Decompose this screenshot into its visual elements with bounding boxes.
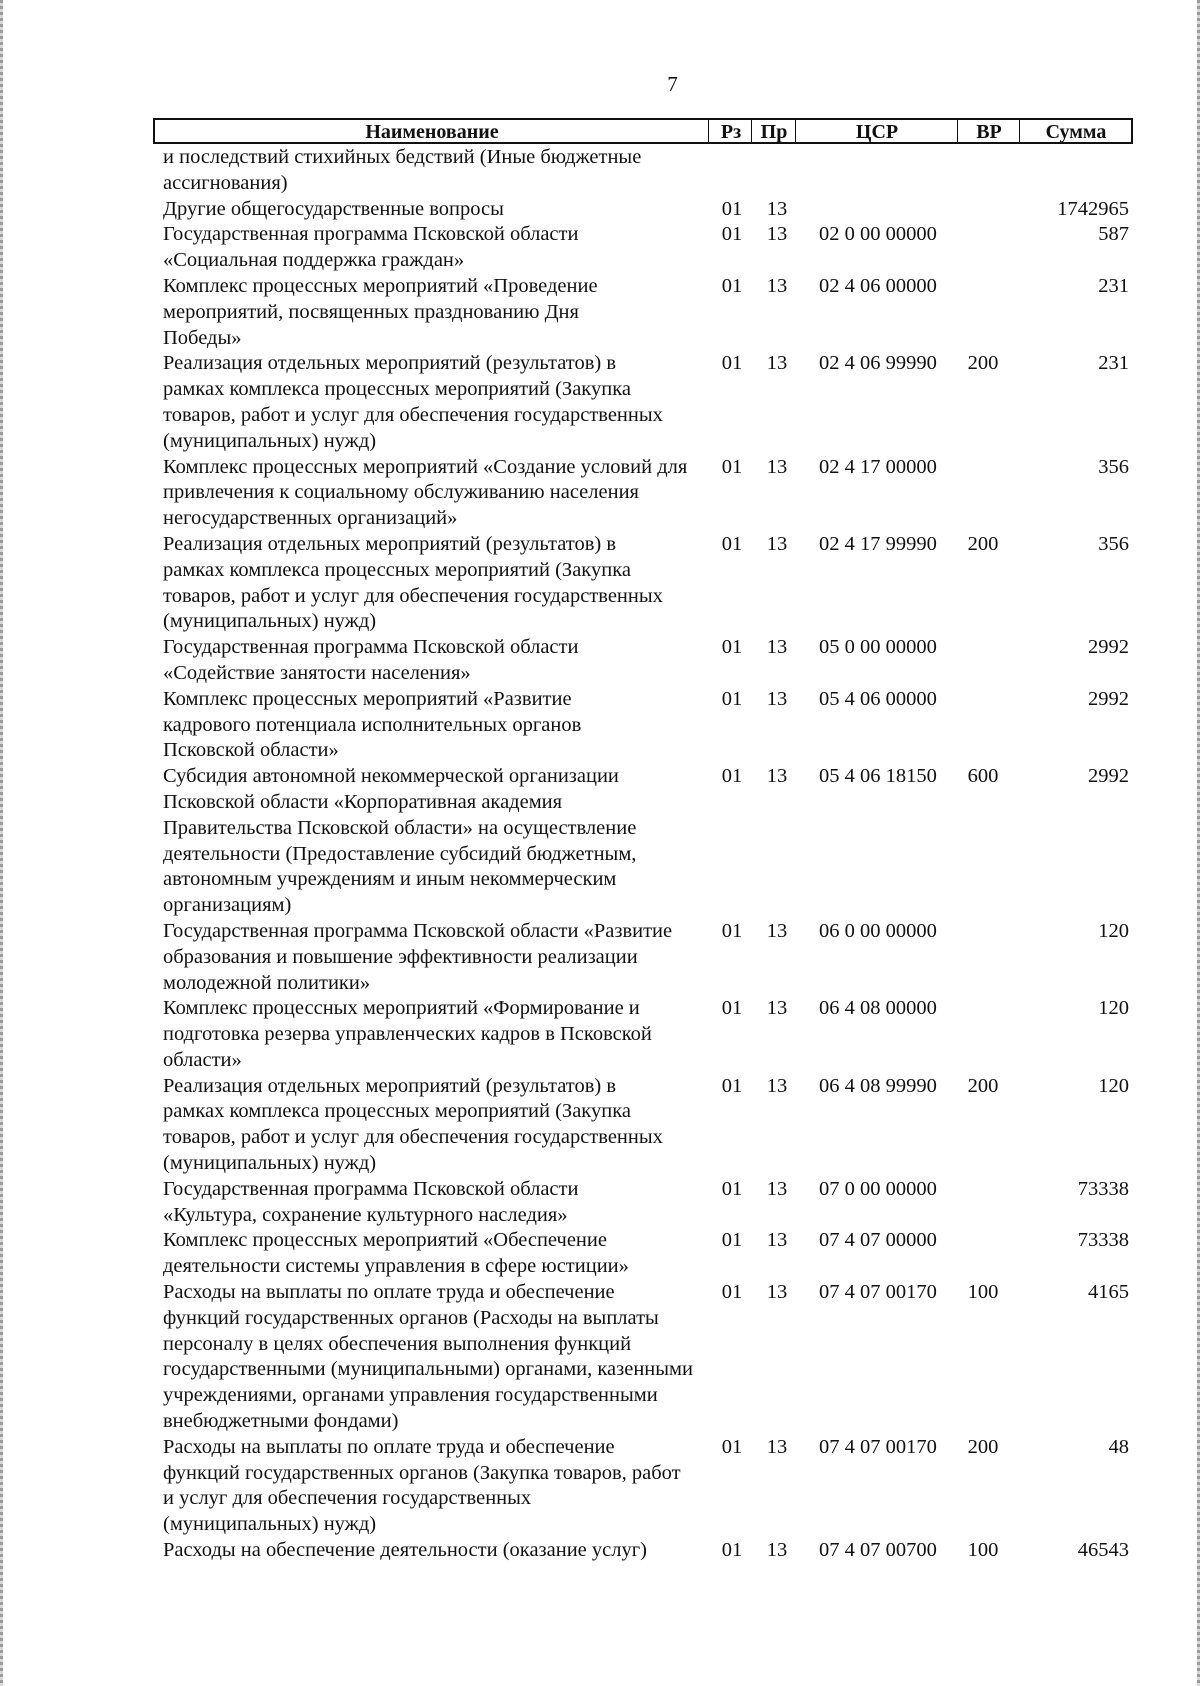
cell-sum: 1742965 xyxy=(1057,197,1129,220)
cell-sum: 73338 xyxy=(1077,1229,1129,1252)
cell-name: Реализация отдельных мероприятий (результатов) в рамках комплекса процессных мероприятий (Закупка товаров, работ и услуг для обеспечения государственных (муниципальных) нужд) xyxy=(163,352,663,452)
table-row xyxy=(163,145,1133,197)
header-divider xyxy=(751,120,752,142)
cell-vr: 200 xyxy=(967,1074,999,1097)
cell-pr: 13 xyxy=(766,352,788,375)
cell-name: Государственная программа Псковской области «Развитие образования и повышение эффективности реализации молодежной политики» xyxy=(163,919,673,994)
cell-rz xyxy=(669,145,715,197)
table-row xyxy=(163,351,1133,454)
cell-sum: 356 xyxy=(1098,532,1129,555)
cell-vr xyxy=(953,919,1013,996)
cell-rz: 01 xyxy=(721,274,743,297)
cell-name: Расходы на выплаты по оплате труда и обеспечение функций государственных органов (Закупка товаров, работ и услуг для обеспечения государственных (муниципальных) нужд) xyxy=(163,1435,681,1536)
cell-pr: 13 xyxy=(766,636,788,659)
cell-rz: 01 xyxy=(721,919,743,942)
cell-sum: 231 xyxy=(1098,352,1129,375)
cell-vr: 200 xyxy=(967,532,999,555)
cell-sum: 356 xyxy=(1098,455,1129,478)
cell-csr: 06 4 08 00000 xyxy=(819,997,937,1020)
cell-vr xyxy=(953,687,1013,764)
cell-rz: 01 xyxy=(721,1177,743,1200)
cell-sum: 48 xyxy=(1108,1435,1129,1458)
cell-pr: 13 xyxy=(766,532,788,555)
scan-edge-left xyxy=(0,0,3,1686)
table-row xyxy=(163,764,1133,919)
cell-name: Расходы на выплаты по оплате труда и обеспечение функций государственных органов (Расходы на выплаты персоналу в целях обеспечения выполнения функций государственными (муниципальными) органами, казенными учреждениями, органами управления государственными внебюджетными фондами) xyxy=(163,1281,693,1433)
cell-rz: 01 xyxy=(721,197,743,220)
cell-csr: 02 4 17 99990 xyxy=(819,532,937,555)
cell-rz: 01 xyxy=(721,455,743,478)
cell-name: Расходы на обеспечение деятельности (оказание услуг) xyxy=(163,1539,647,1562)
cell-rz: 01 xyxy=(721,352,743,375)
table-header xyxy=(153,118,1133,144)
header-rz: Рз xyxy=(720,121,742,143)
cell-pr: 13 xyxy=(766,1435,788,1458)
cell-rz: 01 xyxy=(721,687,743,710)
table-row xyxy=(163,1435,1133,1538)
cell-sum: 73338 xyxy=(1077,1177,1129,1200)
table-row xyxy=(163,635,1133,687)
table-row xyxy=(163,455,1133,532)
cell-rz: 01 xyxy=(721,1539,743,1562)
cell-csr: 07 4 07 00700 xyxy=(819,1539,937,1562)
cell-pr: 13 xyxy=(766,1281,788,1304)
cell-name: и последствий стихийных бедствий (Иные бюджетные ассигнования) xyxy=(163,146,642,194)
cell-pr: 13 xyxy=(766,223,788,246)
cell-csr xyxy=(799,197,953,223)
cell-vr: 200 xyxy=(967,352,999,375)
table-row xyxy=(163,1280,1133,1435)
cell-csr: 06 4 08 99990 xyxy=(819,1074,937,1097)
cell-pr: 13 xyxy=(766,919,788,942)
cell-csr xyxy=(759,145,913,197)
cell-vr xyxy=(913,145,973,197)
cell-name: Государственная программа Псковской области «Культура, сохранение культурного наследия» xyxy=(163,1177,579,1226)
table-row xyxy=(163,274,1133,351)
cell-name: Государственная программа Псковской области «Социальная поддержка граждан» xyxy=(163,223,579,272)
header-name: Наименование xyxy=(365,121,499,143)
table-body xyxy=(163,145,1133,1564)
cell-pr xyxy=(715,145,759,197)
cell-vr: 100 xyxy=(967,1281,999,1304)
header-vr: ВР xyxy=(976,121,1002,143)
cell-name: Комплекс процессных мероприятий «Развитие кадрового потенциала исполнительных органов Псковской области» xyxy=(163,687,582,762)
cell-name: Комплекс процессных мероприятий «Проведение мероприятий, посвященных празднованию Дня Победы» xyxy=(163,274,598,349)
cell-csr: 02 0 00 00000 xyxy=(819,223,937,246)
cell-vr: 200 xyxy=(967,1435,999,1458)
cell-csr: 05 4 06 18150 xyxy=(819,765,937,788)
cell-vr xyxy=(953,996,1013,1073)
cell-pr: 13 xyxy=(766,1229,788,1252)
header-sum: Сумма xyxy=(1045,121,1107,143)
cell-rz: 01 xyxy=(721,1435,743,1458)
table-row xyxy=(163,532,1133,635)
cell-pr: 13 xyxy=(766,1177,788,1200)
cell-vr xyxy=(953,222,1013,274)
cell-sum: 4165 xyxy=(1088,1281,1129,1304)
header-divider xyxy=(957,120,958,142)
header-divider xyxy=(708,120,709,142)
table-row xyxy=(163,1074,1133,1177)
cell-pr: 13 xyxy=(766,765,788,788)
cell-vr xyxy=(953,197,1013,223)
cell-name: Государственная программа Псковской области «Содействие занятости населения» xyxy=(163,636,579,684)
cell-rz: 01 xyxy=(721,532,743,555)
cell-rz: 01 xyxy=(721,765,743,788)
cell-sum: 2992 xyxy=(1088,636,1129,659)
cell-name: Реализация отдельных мероприятий (результатов) в рамках комплекса процессных мероприятий (Закупка товаров, работ и услуг для обеспечения государственных (муниципальных) нужд) xyxy=(163,532,663,633)
cell-vr: 600 xyxy=(967,765,999,788)
header-divider xyxy=(795,120,796,142)
cell-name: Реализация отдельных мероприятий (результатов) в рамках комплекса процессных мероприятий (Закупка товаров, работ и услуг для обеспечения государственных (муниципальных) нужд) xyxy=(163,1074,663,1175)
cell-csr: 07 4 07 00000 xyxy=(819,1229,937,1252)
cell-csr: 07 0 00 00000 xyxy=(819,1177,937,1200)
cell-csr: 05 0 00 00000 xyxy=(819,636,937,659)
cell-vr xyxy=(953,635,1013,687)
table-row xyxy=(163,1177,1133,1229)
cell-sum: 120 xyxy=(1098,1074,1129,1097)
cell-pr: 13 xyxy=(766,197,788,220)
cell-pr: 13 xyxy=(766,455,788,478)
cell-rz: 01 xyxy=(721,1281,743,1304)
cell-name: Субсидия автономной некоммерческой организации Псковской области «Корпоративная академия Правительства Псковской области» на осуществление деятельности (Предоставление субсидий бюджетным, автономным учреждениям и иным некоммерческим организациям) xyxy=(163,765,637,917)
cell-sum: 587 xyxy=(1098,223,1129,246)
table-row xyxy=(163,996,1133,1073)
cell-vr xyxy=(953,274,1013,351)
cell-sum: 2992 xyxy=(1088,687,1129,710)
cell-name: Другие общегосударственные вопросы xyxy=(163,197,504,220)
cell-pr: 13 xyxy=(766,1539,788,1562)
cell-vr: 100 xyxy=(967,1539,999,1562)
cell-pr: 13 xyxy=(766,687,788,710)
cell-sum: 120 xyxy=(1098,919,1129,942)
cell-rz: 01 xyxy=(721,636,743,659)
cell-sum: 231 xyxy=(1098,274,1129,297)
cell-vr xyxy=(953,1228,1013,1280)
cell-csr: 06 0 00 00000 xyxy=(819,919,937,942)
cell-vr xyxy=(953,1177,1013,1229)
cell-rz: 01 xyxy=(721,1229,743,1252)
cell-csr: 02 4 06 99990 xyxy=(819,352,937,375)
table-row xyxy=(163,687,1133,764)
cell-csr: 05 4 06 00000 xyxy=(819,687,937,710)
cell-sum: 2992 xyxy=(1088,765,1129,788)
cell-csr: 02 4 17 00000 xyxy=(819,455,937,478)
cell-pr: 13 xyxy=(766,274,788,297)
cell-rz: 01 xyxy=(721,223,743,246)
table-row xyxy=(163,1538,1133,1564)
cell-sum: 46543 xyxy=(1077,1539,1129,1562)
page-number: 7 xyxy=(667,72,678,96)
cell-name: Комплекс процессных мероприятий «Создание условий для привлечения к социальному обслуживанию населения негосударственных организаций» xyxy=(163,455,688,530)
cell-csr: 07 4 07 00170 xyxy=(819,1281,937,1304)
table-row xyxy=(163,222,1133,274)
header-csr: ЦСР xyxy=(855,121,899,143)
table-row xyxy=(163,197,1133,223)
cell-rz: 01 xyxy=(721,997,743,1020)
header-pr: Пр xyxy=(760,121,788,143)
cell-csr: 02 4 06 00000 xyxy=(819,274,937,297)
cell-sum: 120 xyxy=(1098,997,1129,1020)
header-divider xyxy=(1019,120,1020,142)
cell-name: Комплекс процессных мероприятий «Обеспечение деятельности системы управления в сфере юстиции» xyxy=(163,1229,629,1278)
cell-sum xyxy=(973,145,1089,197)
table-row xyxy=(163,1228,1133,1280)
cell-name: Комплекс процессных мероприятий «Формирование и подготовка резерва управленческих кадров в Псковской области» xyxy=(163,997,652,1071)
cell-csr: 07 4 07 00170 xyxy=(819,1435,937,1458)
table-row xyxy=(163,919,1133,996)
cell-vr xyxy=(953,455,1013,532)
cell-rz: 01 xyxy=(721,1074,743,1097)
cell-pr: 13 xyxy=(766,1074,788,1097)
cell-pr: 13 xyxy=(766,997,788,1020)
